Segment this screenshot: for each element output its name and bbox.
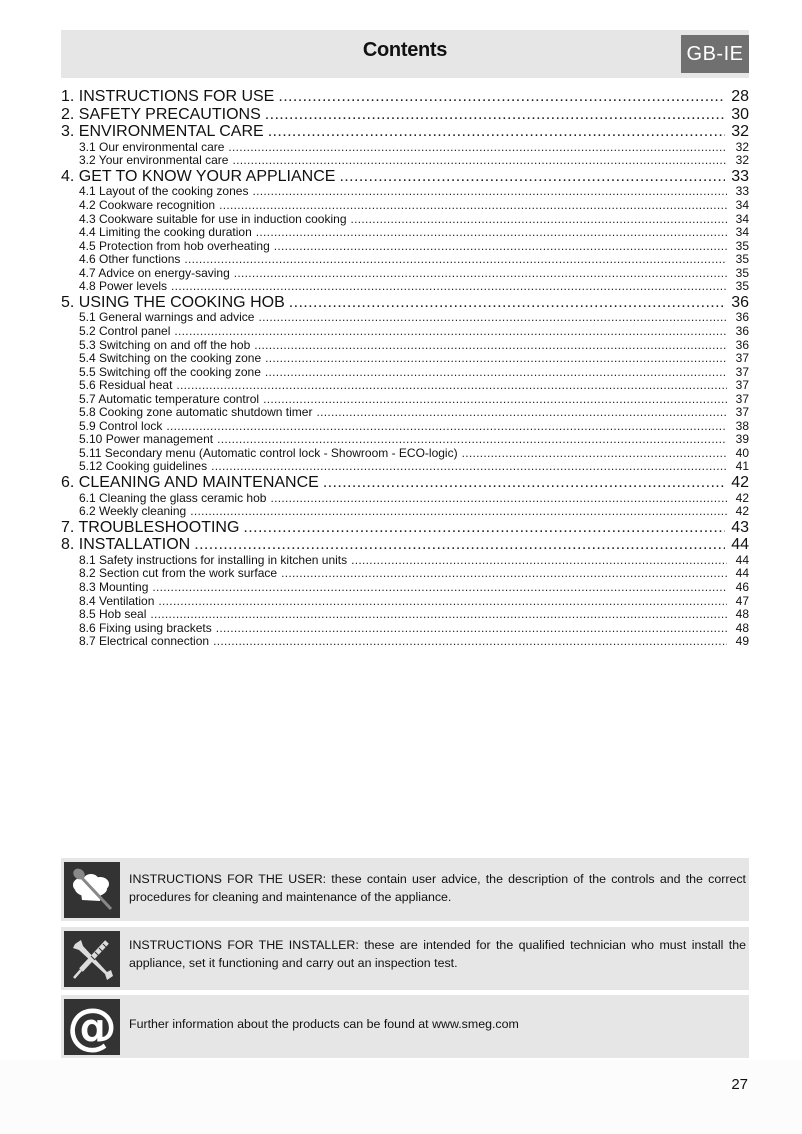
toc-section-row[interactable]	[61, 253, 749, 267]
toc-page-number: 48	[735, 621, 749, 635]
dot-leader	[158, 595, 727, 609]
toc-section-row[interactable]	[61, 154, 749, 168]
toc-chapter-row[interactable]	[61, 168, 749, 186]
toc-section-row[interactable]	[61, 199, 749, 213]
toc-page-number: 44	[735, 553, 749, 567]
dot-leader	[174, 325, 727, 339]
toc-chapter-row[interactable]	[61, 294, 749, 312]
toc-page-number: 37	[735, 379, 749, 393]
toc-entry-label: 5.1 General warnings and advice	[79, 311, 255, 325]
toc-page-number: 43	[731, 518, 749, 536]
toc-section-row[interactable]	[61, 595, 749, 609]
dot-leader	[166, 420, 727, 434]
toc-entry-label: 8.7 Electrical connection	[79, 635, 210, 649]
toc-entry-label: 3. ENVIRONMENTAL CARE	[61, 123, 264, 141]
toc-page-number: 39	[735, 433, 749, 447]
info-box-web-info	[61, 995, 749, 1058]
dot-leader	[278, 88, 725, 106]
dot-leader	[281, 567, 727, 581]
toc-page-number: 36	[731, 293, 749, 311]
toc-section-row[interactable]	[61, 352, 749, 366]
toc-page-number: 47	[735, 594, 749, 608]
info-text: INSTRUCTIONS FOR THE USER: these contain user advice, the description of the controls and the correct procedures for cleaning and maintenance of the appliance.	[129, 872, 746, 904]
dot-leader	[150, 608, 727, 622]
toc-chapter-row[interactable]	[61, 123, 749, 141]
toc-section-row[interactable]	[61, 185, 749, 199]
dot-leader	[217, 433, 727, 447]
dot-leader	[323, 474, 725, 492]
toc-section-row[interactable]	[61, 420, 749, 434]
toc-page-number: 36	[735, 324, 749, 338]
toc-entry-label: 5.11 Secondary menu (Automatic control lock - Showroom - ECO-logic)	[79, 446, 458, 460]
toc-section-row[interactable]	[61, 226, 749, 240]
dot-leader	[462, 447, 727, 461]
toc-section-row[interactable]	[61, 581, 749, 595]
toc-page-number: 37	[735, 392, 749, 406]
info-text: INSTRUCTIONS FOR THE INSTALLER: these are intended for the qualified technician who must install the appliance, set it functioning and carry out an inspection test.	[129, 938, 746, 970]
dot-leader	[211, 460, 727, 474]
toc-entry-label: 4.1 Layout of the cooking zones	[79, 185, 249, 199]
toc-page-number: 36	[735, 338, 749, 352]
dot-leader	[265, 352, 727, 366]
toc-entry-label: 3.1 Our environmental care	[79, 140, 225, 154]
contents-header	[61, 30, 749, 78]
toc-entry-label: 8.4 Ventilation	[79, 594, 155, 608]
page-footer-background	[0, 1060, 802, 1134]
toc-entry-label: 5.12 Cooking guidelines	[79, 460, 208, 474]
toc-entry-label: 6.1 Cleaning the glass ceramic hob	[79, 491, 267, 505]
dot-leader	[289, 294, 725, 312]
at-sign-icon	[64, 999, 120, 1055]
toc-entry-label: 5.10 Power management	[79, 433, 214, 447]
dot-leader	[213, 635, 727, 649]
dot-leader	[190, 505, 727, 519]
toc-entry-label: 6.2 Weekly cleaning	[79, 505, 187, 519]
dot-leader	[254, 339, 727, 353]
toc-page-number: 42	[731, 474, 749, 491]
toc-section-row[interactable]	[61, 141, 749, 155]
dot-leader	[351, 554, 727, 568]
toc-entry-label: 5.4 Switching on the cooking zone	[79, 352, 262, 366]
info-text: Further information about the products can be found at www.smeg.com	[129, 1017, 519, 1031]
toc-entry-label: 8.2 Section cut from the work surface	[79, 567, 278, 581]
dot-leader	[268, 123, 725, 141]
dot-leader	[339, 168, 725, 186]
dot-leader	[216, 622, 727, 636]
toc-section-row[interactable]	[61, 339, 749, 353]
dot-leader	[274, 240, 727, 254]
toc-page-number: 32	[735, 140, 749, 154]
toc-section-row[interactable]	[61, 433, 749, 447]
dot-leader	[316, 406, 727, 420]
toc-entry-label: 1. INSTRUCTIONS FOR USE	[61, 88, 275, 105]
toc-page-number: 46	[735, 580, 749, 594]
toc-page-number: 32	[731, 123, 749, 141]
dot-leader	[351, 213, 728, 227]
toc-section-row[interactable]	[61, 280, 749, 294]
toc-entry-label: 7. TROUBLESHOOTING	[61, 518, 240, 536]
toc-page-number: 42	[735, 505, 749, 519]
toc-page-number: 35	[735, 253, 749, 267]
toc-entry-label: 4.7 Advice on energy-saving	[79, 266, 230, 280]
toc-entry-label: 4. GET TO KNOW YOUR APPLIANCE	[61, 167, 336, 185]
toc-page-number: 42	[735, 491, 749, 505]
toc-page-number: 37	[735, 352, 749, 366]
dot-leader	[228, 141, 727, 155]
toc-section-row[interactable]	[61, 505, 749, 519]
table-of-contents	[61, 88, 749, 649]
toc-section-row[interactable]	[61, 608, 749, 622]
dot-leader	[256, 226, 727, 240]
toc-chapter-row[interactable]	[61, 106, 749, 124]
toc-page-number: 44	[731, 536, 749, 554]
toc-section-row[interactable]	[61, 379, 749, 393]
info-box-installer-instructions	[61, 927, 749, 990]
toc-section-row[interactable]	[61, 622, 749, 636]
toc-page-number: 36	[735, 311, 749, 325]
toc-section-row[interactable]	[61, 492, 749, 506]
toc-entry-label: 8.5 Hob seal	[79, 608, 147, 622]
wrench-screwdriver-icon	[64, 931, 120, 987]
toc-section-row[interactable]	[61, 447, 749, 461]
dot-leader	[194, 536, 725, 554]
dot-leader	[234, 267, 727, 281]
toc-entry-label: 4.3 Cookware suitable for use in induction cooking	[79, 212, 347, 226]
toc-entry-label: 4.5 Protection from hob overheating	[79, 239, 270, 253]
toc-entry-label: 5.5 Switching off the cooking zone	[79, 365, 261, 379]
toc-section-row[interactable]	[61, 267, 749, 281]
toc-entry-label: 8.6 Fixing using brackets	[79, 621, 212, 635]
toc-entry-label: 4.4 Limiting the cooking duration	[79, 226, 252, 240]
toc-section-row[interactable]	[61, 460, 749, 474]
chef-hat-spoon-icon	[64, 862, 120, 918]
dot-leader	[243, 519, 725, 537]
toc-page-number: 35	[735, 239, 749, 253]
toc-section-row[interactable]	[61, 325, 749, 339]
toc-entry-label: 4.6 Other functions	[79, 253, 181, 267]
toc-section-row[interactable]	[61, 635, 749, 649]
toc-page-number: 44	[735, 567, 749, 581]
dot-leader	[263, 393, 727, 407]
toc-entry-label: 8.3 Mounting	[79, 580, 149, 594]
toc-section-row[interactable]	[61, 311, 749, 325]
toc-entry-label: 5.2 Control panel	[79, 324, 171, 338]
toc-page-number: 28	[731, 88, 749, 105]
dot-leader	[265, 106, 725, 124]
toc-page-number: 32	[735, 154, 749, 168]
language-badge: GB-IE	[681, 35, 749, 73]
toc-entry-label: 5. USING THE COOKING HOB	[61, 293, 285, 311]
page-number: 27	[731, 1076, 748, 1093]
toc-page-number: 41	[735, 460, 749, 474]
toc-page-number: 34	[735, 212, 749, 226]
dot-leader	[270, 492, 727, 506]
toc-page-number: 48	[735, 608, 749, 622]
dot-leader	[152, 581, 727, 595]
toc-section-row[interactable]	[61, 567, 749, 581]
toc-page-number: 33	[735, 185, 749, 199]
toc-entry-label: 5.7 Automatic temperature control	[79, 392, 260, 406]
toc-chapter-row[interactable]	[61, 519, 749, 537]
dot-leader	[258, 311, 727, 325]
toc-page-number: 30	[731, 105, 749, 123]
toc-entry-label: 3.2 Your environmental care	[79, 154, 229, 168]
dot-leader	[232, 154, 727, 168]
toc-page-number: 35	[735, 280, 749, 294]
toc-entry-label: 8.1 Safety instructions for installing in kitchen units	[79, 553, 348, 567]
info-box-user-instructions	[61, 858, 749, 921]
toc-entry-label: 5.6 Residual heat	[79, 379, 173, 393]
toc-page-number: 35	[735, 266, 749, 280]
toc-chapter-row[interactable]	[61, 536, 749, 554]
toc-entry-label: 6. CLEANING AND MAINTENANCE	[61, 474, 319, 491]
toc-chapter-row[interactable]	[61, 474, 749, 492]
dot-leader	[171, 280, 727, 294]
toc-section-row[interactable]	[61, 213, 749, 227]
toc-page-number: 37	[735, 406, 749, 420]
toc-entry-label: 4.8 Power levels	[79, 280, 168, 294]
toc-page-number: 49	[735, 635, 749, 649]
toc-section-row[interactable]	[61, 393, 749, 407]
page-title: Contents	[362, 39, 448, 61]
toc-section-row[interactable]	[61, 240, 749, 254]
toc-chapter-row[interactable]	[61, 88, 749, 106]
toc-page-number: 34	[735, 199, 749, 213]
toc-entry-label: 2. SAFETY PRECAUTIONS	[61, 105, 261, 123]
toc-entry-label: 5.9 Control lock	[79, 419, 163, 433]
toc-entry-label: 5.3 Switching on and off the hob	[79, 338, 251, 352]
toc-page-number: 33	[731, 167, 749, 185]
toc-section-row[interactable]	[61, 366, 749, 380]
dot-leader	[252, 185, 727, 199]
dot-leader	[219, 199, 727, 213]
toc-page-number: 37	[735, 365, 749, 379]
toc-section-row[interactable]	[61, 406, 749, 420]
toc-page-number: 38	[735, 419, 749, 433]
toc-entry-label: 8. INSTALLATION	[61, 536, 191, 554]
at-glyph: @	[67, 998, 117, 1056]
toc-page-number: 40	[735, 446, 749, 460]
toc-page-number: 34	[735, 226, 749, 240]
dot-leader	[184, 253, 727, 267]
toc-section-row[interactable]	[61, 554, 749, 568]
toc-entry-label: 5.8 Cooking zone automatic shutdown timer	[79, 406, 313, 420]
toc-entry-label: 4.2 Cookware recognition	[79, 199, 216, 213]
dot-leader	[265, 366, 727, 380]
dot-leader	[176, 379, 727, 393]
